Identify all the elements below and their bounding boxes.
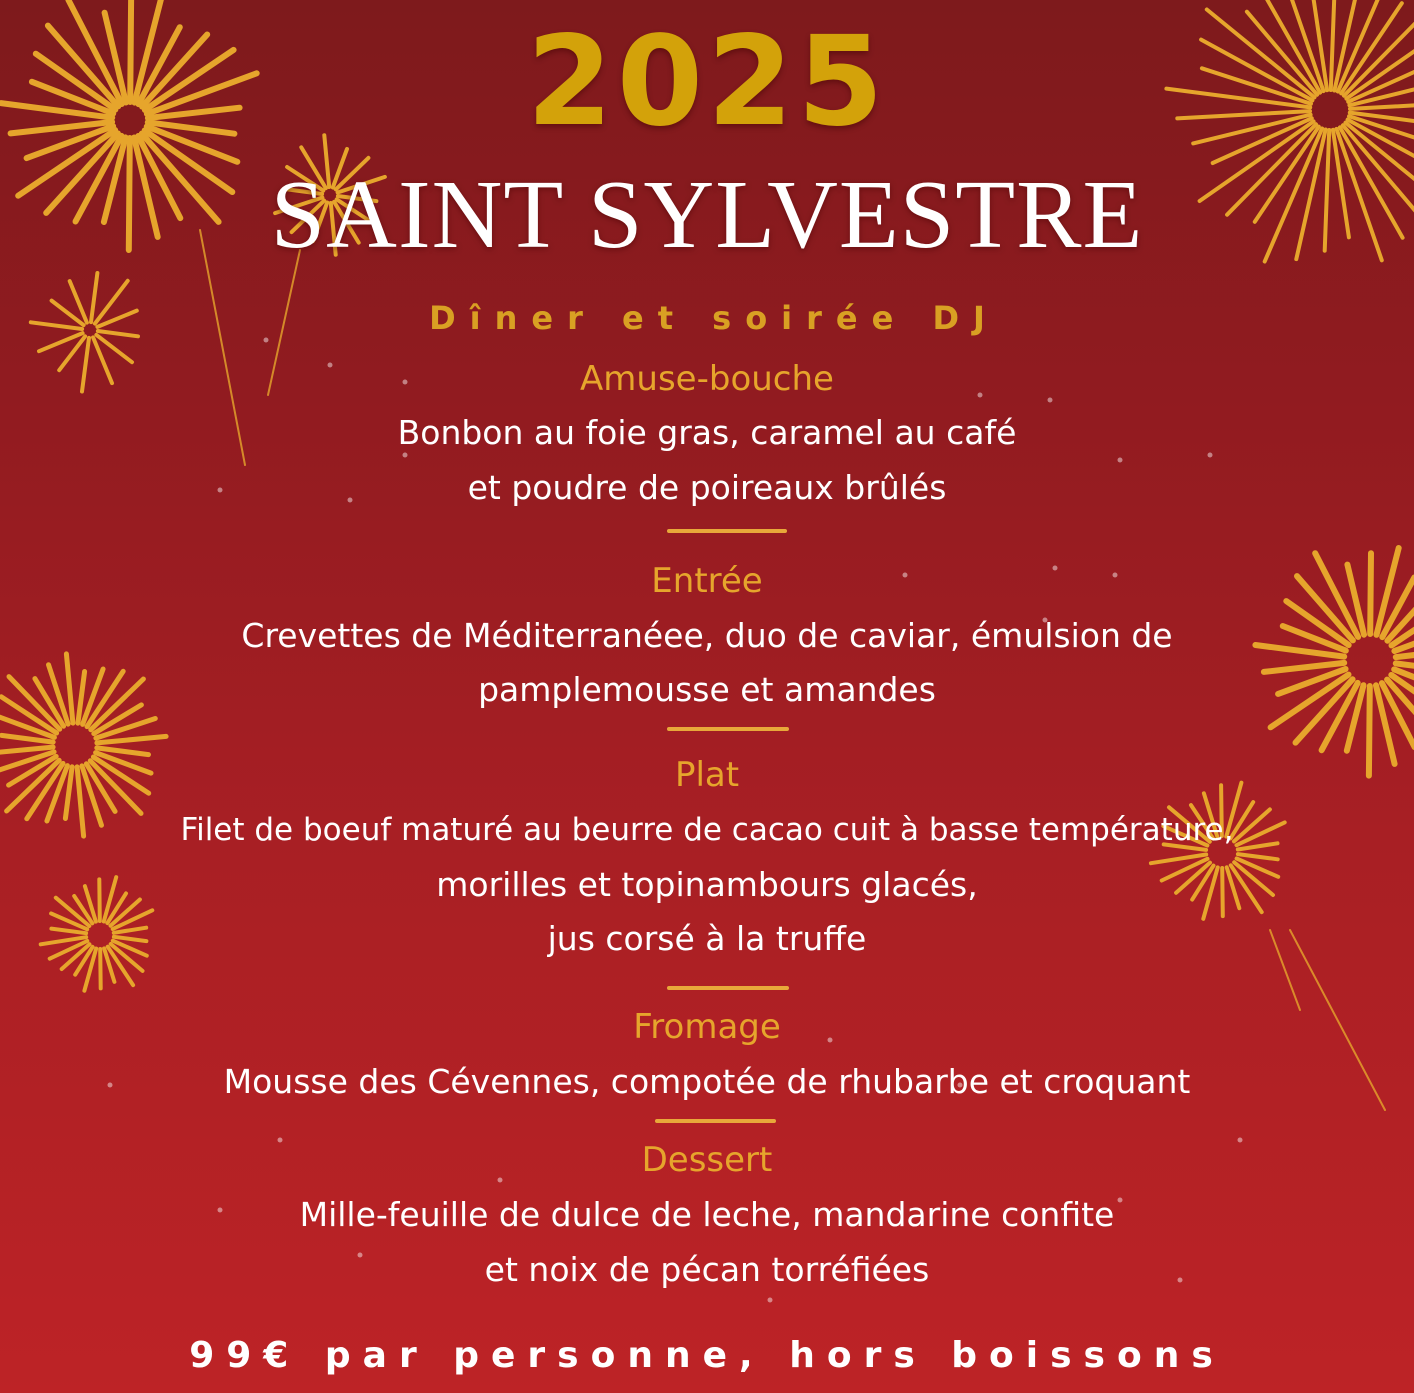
course-divider xyxy=(667,986,789,990)
course-heading-dessert: Dessert xyxy=(641,1140,773,1180)
course-description-line: jus corsé à la truffe xyxy=(547,919,867,958)
course-description-line: pamplemousse et amandes xyxy=(478,670,936,709)
course-divider xyxy=(667,727,789,731)
course-description-line: Bonbon au foie gras, caramel au café xyxy=(397,413,1017,452)
event-tagline: Dîner et soirée DJ xyxy=(429,299,999,337)
course-description-line: morilles et topinambours glacés, xyxy=(436,865,978,904)
course-description-line: Crevettes de Méditerranéee, duo de caviar, émulsion de xyxy=(241,616,1173,655)
event-year: 2025 xyxy=(526,10,888,154)
course-heading-amuse-bouche: Amuse-bouche xyxy=(580,359,834,399)
sparkle-icon xyxy=(768,1298,773,1303)
course-description-line: Mille-feuille de dulce de leche, mandarine confite xyxy=(299,1195,1115,1234)
course-description-line: et poudre de poireaux brûlés xyxy=(467,468,947,507)
course-heading-plat: Plat xyxy=(674,755,740,795)
event-title: SAINT SYLVESTRE xyxy=(270,161,1144,269)
course-divider xyxy=(667,529,787,533)
course-description-line: Filet de boeuf maturé au beurre de cacao cuit à basse température, xyxy=(180,812,1234,848)
course-heading-fromage: Fromage xyxy=(633,1007,781,1047)
course-divider xyxy=(655,1119,776,1123)
course-description-line: Mousse des Cévennes, compotée de rhubarbe et croquant xyxy=(223,1062,1191,1101)
course-heading-entree: Entrée xyxy=(651,561,763,601)
course-description-line: et noix de pécan torréfiées xyxy=(484,1250,930,1289)
price-info: 99€ par personne, hors boissons xyxy=(189,1335,1225,1376)
